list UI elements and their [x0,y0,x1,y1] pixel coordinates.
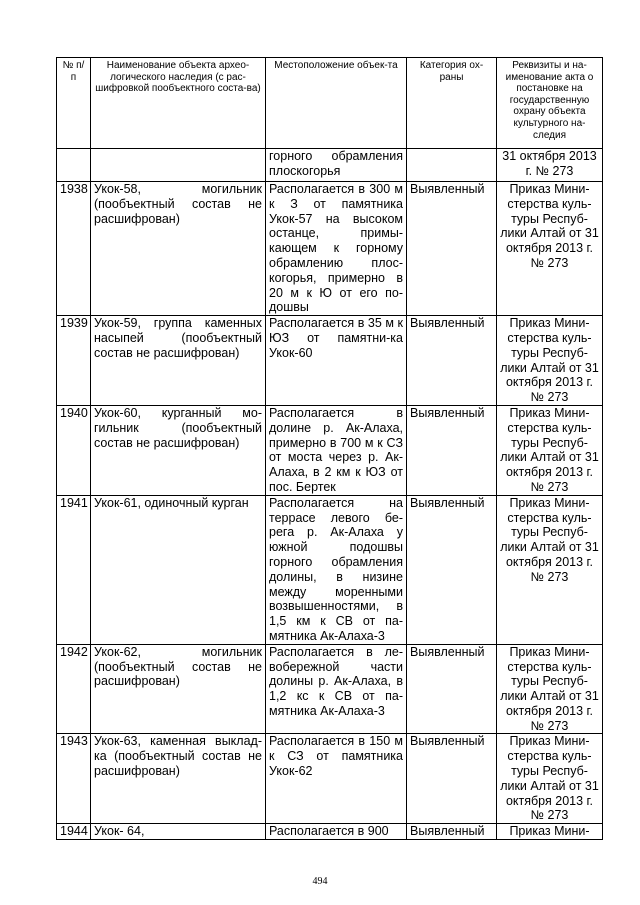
protection-category [407,149,497,182]
row-number: 1944 [57,824,91,840]
table-row [57,405,603,495]
row-number: 1943 [57,734,91,824]
object-name: Укок-60, курганный мо-гильник (пообъектный состав не расшифрован) [91,405,266,495]
header-object-name: Наименование объекта архео-логического наследия (с рас-шифровкой пообъектного соста-ва) [91,58,266,149]
object-location: Располагается в 35 м к ЮЗ от памятни-ка Укок-60 [266,316,407,406]
row-number: 1942 [57,644,91,734]
protection-category: Выявленный [407,734,497,824]
protection-category: Выявленный [407,644,497,734]
table-row [57,734,603,824]
table-row [57,316,603,406]
object-name: Укок- 64, [91,824,266,840]
table-body [57,149,603,840]
object-name: Укок-61, одиночный курган [91,495,266,644]
object-name: Укок-58, могильник (пообъектный состав не расшифрован) [91,182,266,316]
table-row [57,495,603,644]
protection-category: Выявленный [407,824,497,840]
row-number [57,149,91,182]
act-requisites: Приказ Мини-стерства куль-туры Респуб-лики Алтай от 31 октября 2013 г. № 273 [497,316,603,406]
table-row [57,644,603,734]
protection-category: Выявленный [407,405,497,495]
act-requisites: Приказ Мини-стерства куль-туры Респуб-лики Алтай от 31 октября 2013 г. № 273 [497,182,603,316]
table-row [57,182,603,316]
row-number: 1941 [57,495,91,644]
header-act-requisites: Реквизиты и на-именование акта о постановке на государственную охрану объекта культурного на-следия [497,58,603,149]
row-number: 1938 [57,182,91,316]
heritage-register-table [56,57,603,840]
act-requisites: 31 октября 2013 г. № 273 [497,149,603,182]
act-requisites: Приказ Мини-стерства куль-туры Респуб-лики Алтай от 31 октября 2013 г. № 273 [497,495,603,644]
object-name: Укок-63, каменная выклад-ка (пообъектный состав не расшифрован) [91,734,266,824]
object-location: горного обрамления плоскогорья [266,149,407,182]
act-requisites: Приказ Мини- [497,824,603,840]
object-location: Располагается в 150 м к СЗ от памятника Укок-62 [266,734,407,824]
row-number: 1940 [57,405,91,495]
object-location: Располагается в 300 м к З от памятника Укок-57 на высоком останце, примы-кающем к горному обрамлению плос-когорья, примерно в 20 м к Ю от его по-дошвы [266,182,407,316]
protection-category: Выявленный [407,495,497,644]
table-header-row [57,58,603,149]
object-location: Располагается в долине р. Ак-Алаха, примерно в 700 м к СЗ от моста через р. Ак-Алаха, в 2 км к ЮЗ от пос. Бертек [266,405,407,495]
act-requisites: Приказ Мини-стерства куль-туры Респуб-лики Алтай от 31 октября 2013 г. № 273 [497,644,603,734]
header-number: № п/п [57,58,91,149]
act-requisites: Приказ Мини-стерства куль-туры Респуб-лики Алтай от 31 октября 2013 г. № 273 [497,734,603,824]
act-requisites: Приказ Мини-стерства куль-туры Респуб-лики Алтай от 31 октября 2013 г. № 273 [497,405,603,495]
header-protection-category: Категория ох-раны [407,58,497,149]
protection-category: Выявленный [407,316,497,406]
table-row [57,149,603,182]
object-location: Располагается в ле-вобережной части долины р. Ак-Алаха, в 1,2 кс к СВ от па-мятника Ак-Алаха-3 [266,644,407,734]
table-row [57,824,603,840]
protection-category: Выявленный [407,182,497,316]
object-location: Располагается на террасе левого бе-рега р. Ак-Алаха у южной подошвы горного обрамления долины, в низине между моренными возвышенностями, в 1,5 км к СВ от па-мятника Ак-Алаха-3 [266,495,407,644]
object-name [91,149,266,182]
page-number: 494 [312,876,328,887]
header-location: Местоположение объек-та [266,58,407,149]
object-location: Располагается в 900 [266,824,407,840]
object-name: Укок-59, группа каменных насыпей (пообъектный состав не расшифрован) [91,316,266,406]
row-number: 1939 [57,316,91,406]
object-name: Укок-62, могильник (пообъектный состав не расшифрован) [91,644,266,734]
